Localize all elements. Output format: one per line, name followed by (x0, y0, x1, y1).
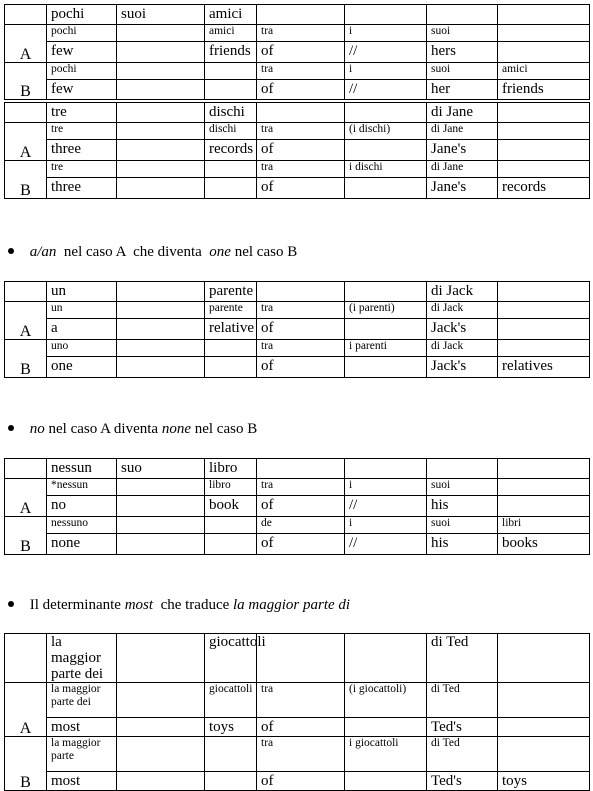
table-cell (117, 42, 205, 63)
table-tre (4, 102, 590, 199)
table-cell: tra (257, 479, 345, 496)
table-cell (257, 282, 345, 302)
italic-term: no (29, 421, 45, 437)
table-cell: amici (205, 5, 257, 25)
table-row (5, 302, 590, 319)
table-cell: libri (498, 517, 590, 534)
table-cell (117, 302, 205, 319)
case-label: A (5, 479, 47, 517)
table-cell (345, 718, 427, 737)
table-cell (498, 718, 590, 737)
italic-term: one (209, 244, 231, 260)
table-cell: uno (47, 340, 117, 357)
table-cell: three (47, 178, 117, 199)
table-cell: of (257, 319, 345, 340)
table-cell (498, 737, 590, 772)
table-cell: amici (205, 25, 257, 42)
table-cell (117, 683, 205, 718)
table-cell (498, 103, 590, 123)
table-cell: tre (47, 103, 117, 123)
case-label: A (5, 25, 47, 63)
table-cell (117, 123, 205, 140)
table-cell: most (47, 772, 117, 791)
table-cell: di Jack (427, 302, 498, 319)
table-row (5, 5, 590, 25)
table-cell: of (257, 718, 345, 737)
case-label (5, 282, 47, 302)
table-cell: few (47, 42, 117, 63)
table-cell (117, 517, 205, 534)
table-cell: tra (257, 340, 345, 357)
table-cell: Jane's (427, 140, 498, 161)
table-cell (117, 63, 205, 80)
table-cell (117, 178, 205, 199)
table-cell: tra (257, 683, 345, 718)
table-cell: i (345, 517, 427, 534)
table-cell: suoi (427, 479, 498, 496)
table-cell (117, 282, 205, 302)
table-cell: most (47, 718, 117, 737)
table-cell: his (427, 496, 498, 517)
table-cell: Jane's (427, 178, 498, 199)
table-cell (117, 479, 205, 496)
table-cell: of (257, 178, 345, 199)
table-cell: book (205, 496, 257, 517)
table-cell: of (257, 357, 345, 378)
table-cell: di Ted (427, 683, 498, 718)
table-cell (498, 140, 590, 161)
bullet-text: nel caso B (190, 421, 258, 437)
table-cell (205, 161, 257, 178)
table-cell: of (257, 496, 345, 517)
table-cell: di Ted (427, 737, 498, 772)
table-cell: // (345, 80, 427, 100)
table-cell (498, 302, 590, 319)
table-cell: i (345, 63, 427, 80)
table-cell (117, 634, 205, 683)
table-cell (117, 319, 205, 340)
case-label: A (5, 683, 47, 737)
table-cell: i (345, 25, 427, 42)
table-cell: tra (257, 63, 345, 80)
table-cell: la maggior parte (47, 737, 117, 772)
table-row (5, 319, 590, 340)
table-cell: tra (257, 161, 345, 178)
table-row (5, 534, 590, 555)
table-cell (257, 634, 345, 683)
table-cell (205, 534, 257, 555)
table-row (5, 80, 590, 100)
table-cell: nessuno (47, 517, 117, 534)
table-cell: relative (205, 319, 257, 340)
italic-term: most (124, 597, 154, 613)
table-cell: books (498, 534, 590, 555)
table-cell (345, 140, 427, 161)
table-cell (117, 25, 205, 42)
bullet-text: Il determinante (29, 597, 125, 613)
table-cell: // (345, 496, 427, 517)
table-cell: la maggior parte dei (47, 634, 117, 683)
table-cell (205, 772, 257, 791)
table-cell: tre (47, 161, 117, 178)
table-cell: one (47, 357, 117, 378)
table-cell: hers (427, 42, 498, 63)
table-cell: of (257, 80, 345, 100)
bullet-most (8, 597, 350, 614)
table-cell: i dischi (345, 161, 427, 178)
table-row (5, 772, 590, 791)
case-label (5, 5, 47, 25)
italic-term: none (161, 421, 191, 437)
table-row (5, 479, 590, 496)
table-row (5, 123, 590, 140)
case-label (5, 459, 47, 479)
table-cell: suoi (427, 517, 498, 534)
table-un (4, 281, 590, 378)
table-cell: giocattoli (205, 683, 257, 718)
table-cell: relatives (498, 357, 590, 378)
table-cell: Jack's (427, 319, 498, 340)
table-cell (205, 357, 257, 378)
table-cell: Ted's (427, 718, 498, 737)
table-cell: her (427, 80, 498, 100)
table-cell (427, 5, 498, 25)
table-cell: of (257, 772, 345, 791)
table-row (5, 140, 590, 161)
table-cell (498, 161, 590, 178)
table-row (5, 357, 590, 378)
table-cell (117, 140, 205, 161)
case-label: B (5, 63, 47, 100)
bullet-text: nel caso A che diventa (56, 244, 210, 260)
table-row (5, 737, 590, 772)
table-cell: libro (205, 459, 257, 479)
table-cell (345, 319, 427, 340)
table-row (5, 634, 590, 683)
table-cell: records (498, 178, 590, 199)
table-cell (498, 479, 590, 496)
case-label: A (5, 123, 47, 161)
table-cell: di Jane (427, 103, 498, 123)
table-cell: Ted's (427, 772, 498, 791)
table-row (5, 282, 590, 302)
table-cell (345, 282, 427, 302)
table-cell: de (257, 517, 345, 534)
table-cell (345, 357, 427, 378)
table-cell: di Ted (427, 634, 498, 683)
table-cell: three (47, 140, 117, 161)
bullet-dot-icon (8, 425, 14, 431)
table-la-maggior-parte (4, 633, 590, 791)
table-cell: i giocattoli (345, 737, 427, 772)
table-cell: (i giocattoli) (345, 683, 427, 718)
bullet-text: nel caso B (230, 244, 298, 260)
table-cell: few (47, 80, 117, 100)
table-cell: his (427, 534, 498, 555)
case-label: B (5, 161, 47, 199)
bullet-dot-icon (8, 248, 14, 254)
case-label (5, 103, 47, 123)
table-cell: parente (205, 302, 257, 319)
table-row (5, 496, 590, 517)
table-pochi (4, 4, 590, 100)
table-cell (427, 459, 498, 479)
table-cell: of (257, 534, 345, 555)
table-cell (117, 357, 205, 378)
case-label (5, 634, 47, 683)
table-cell: of (257, 42, 345, 63)
table-cell (257, 459, 345, 479)
table-cell: un (47, 302, 117, 319)
table-row (5, 459, 590, 479)
table-row (5, 178, 590, 199)
table-row (5, 517, 590, 534)
table-row (5, 63, 590, 80)
table-cell: pochi (47, 63, 117, 80)
table-cell (498, 340, 590, 357)
table-cell: dischi (205, 103, 257, 123)
table-cell: tra (257, 25, 345, 42)
table-cell (498, 25, 590, 42)
table-cell: suo (117, 459, 205, 479)
table-cell: di Jane (427, 161, 498, 178)
table-cell: i (345, 479, 427, 496)
table-cell: toys (205, 718, 257, 737)
table-cell (205, 517, 257, 534)
case-label: B (5, 737, 47, 791)
table-cell: amici (498, 63, 590, 80)
table-cell (345, 5, 427, 25)
table-cell: un (47, 282, 117, 302)
table-cell (117, 80, 205, 100)
table-cell (498, 42, 590, 63)
table-cell: suoi (427, 63, 498, 80)
table-row (5, 683, 590, 718)
table-cell: a (47, 319, 117, 340)
table-cell (117, 496, 205, 517)
table-cell (498, 123, 590, 140)
table-cell (498, 5, 590, 25)
table-cell: di Jack (427, 340, 498, 357)
bullet-dot-icon (8, 601, 14, 607)
table-cell (117, 103, 205, 123)
bullet-text: nel caso A diventa (44, 421, 162, 437)
table-cell: pochi (47, 5, 117, 25)
table-cell (117, 718, 205, 737)
table-cell: *nessun (47, 479, 117, 496)
table-cell (345, 634, 427, 683)
table-cell (117, 340, 205, 357)
table-row (5, 340, 590, 357)
table-cell: // (345, 534, 427, 555)
table-cell (257, 103, 345, 123)
table-cell: (i parenti) (345, 302, 427, 319)
table-cell: tre (47, 123, 117, 140)
table-cell: nessun (47, 459, 117, 479)
table-cell: friends (498, 80, 590, 100)
bullet-a-an (8, 244, 297, 261)
table-cell (205, 340, 257, 357)
table-cell (117, 161, 205, 178)
case-label: B (5, 517, 47, 555)
table-cell (345, 772, 427, 791)
table-cell: // (345, 42, 427, 63)
table-cell: tra (257, 123, 345, 140)
case-label: A (5, 302, 47, 340)
table-cell: di Jane (427, 123, 498, 140)
table-cell: pochi (47, 25, 117, 42)
table-cell (498, 683, 590, 718)
table-cell: tra (257, 302, 345, 319)
table-cell (205, 178, 257, 199)
table-cell: tra (257, 737, 345, 772)
table-cell (205, 737, 257, 772)
table-cell: libro (205, 479, 257, 496)
table-cell (117, 534, 205, 555)
table-cell: suoi (427, 25, 498, 42)
table-cell (117, 737, 205, 772)
table-cell (257, 5, 345, 25)
italic-term: la maggior parte di (233, 597, 351, 613)
table-row (5, 42, 590, 63)
table-cell: friends (205, 42, 257, 63)
table-cell (498, 319, 590, 340)
case-label: B (5, 340, 47, 378)
table-cell: Jack's (427, 357, 498, 378)
table-row (5, 161, 590, 178)
table-cell: no (47, 496, 117, 517)
table-cell: i parenti (345, 340, 427, 357)
table-cell (345, 459, 427, 479)
table-cell: dischi (205, 123, 257, 140)
table-row (5, 25, 590, 42)
bullet-text: che traduce (153, 597, 234, 613)
table-cell: suoi (117, 5, 205, 25)
table-row (5, 718, 590, 737)
italic-term: a/an (29, 244, 57, 260)
table-cell (205, 63, 257, 80)
table-cell (498, 496, 590, 517)
table-row (5, 103, 590, 123)
table-cell (498, 282, 590, 302)
table-cell: parente (205, 282, 257, 302)
table-cell (345, 178, 427, 199)
table-cell: di Jack (427, 282, 498, 302)
table-cell: (i dischi) (345, 123, 427, 140)
table-cell: none (47, 534, 117, 555)
table-cell (205, 80, 257, 100)
bullet-no (8, 421, 257, 438)
table-cell (345, 103, 427, 123)
table-nessun (4, 458, 590, 555)
table-cell: la maggior parte dei (47, 683, 117, 718)
table-cell: of (257, 140, 345, 161)
table-cell: records (205, 140, 257, 161)
table-cell: giocattoli (205, 634, 257, 683)
table-cell (498, 459, 590, 479)
table-cell: toys (498, 772, 590, 791)
table-cell (498, 634, 590, 683)
table-cell (117, 772, 205, 791)
